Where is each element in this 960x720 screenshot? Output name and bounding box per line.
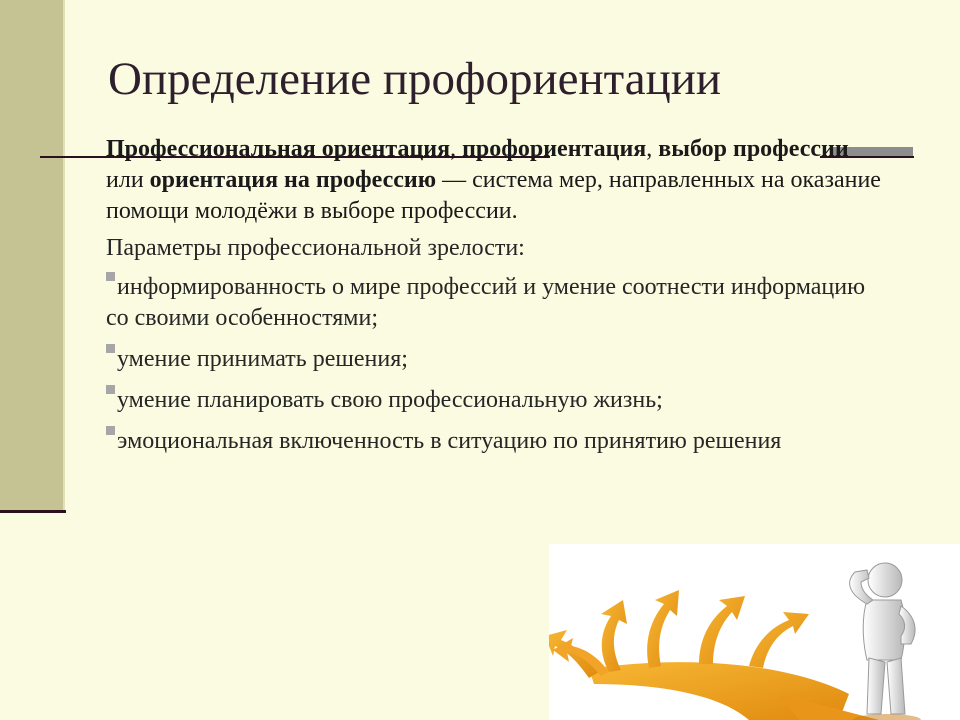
bullet-text: умение принимать решения; — [117, 346, 408, 372]
bullet-text: эмоциональная включенность в ситуацию по принятию решения — [117, 428, 782, 454]
crossroads-illustration — [549, 544, 960, 720]
definition-text: — система мер, направленных на оказание помощи молодёжи в выборе профессии. — [106, 167, 881, 224]
bullet-square-icon — [106, 426, 115, 435]
arrow-branch-icon — [647, 590, 679, 668]
definition-connector: или — [106, 167, 150, 193]
bullet-item — [106, 344, 886, 375]
crossroads-arrows-person-icon — [549, 544, 960, 720]
definition-separator-1: , — [450, 136, 463, 162]
slide-content — [106, 134, 886, 467]
term-proforientation: профориентация — [462, 136, 647, 162]
bullet-item — [106, 272, 886, 334]
slide-title: Определение профориентации — [108, 53, 722, 105]
bullet-square-icon — [106, 385, 115, 394]
bullet-text: информированность о мире профессий и умение соотнести информацию со своими особенностями; — [106, 274, 866, 331]
bullet-square-icon — [106, 272, 115, 281]
definition-separator-2: , — [646, 136, 659, 162]
thinking-person-icon — [850, 563, 921, 720]
left-decorative-band — [0, 0, 63, 512]
definition-paragraph — [106, 134, 886, 227]
bullet-item — [106, 426, 886, 457]
arrow-branch-icon — [699, 596, 745, 664]
term-professional-orientation: Профессиональная ориентация — [106, 136, 451, 162]
term-career-choice: выбор профессии — [658, 136, 849, 162]
term-orientation-to-profession: ориентация на профессию — [149, 167, 437, 193]
arrow-branch-icon — [601, 600, 627, 672]
bullet-text: умение планировать свою профессиональную жизнь; — [117, 387, 663, 413]
params-heading: Параметры профессиональной зрелости: — [106, 235, 525, 261]
bullet-item — [106, 385, 886, 416]
left-band-underline — [0, 510, 66, 513]
arrow-branch-icon — [549, 630, 599, 678]
bullet-square-icon — [106, 344, 115, 353]
left-band-edge — [63, 0, 65, 512]
arrow-branch-icon — [749, 612, 809, 668]
